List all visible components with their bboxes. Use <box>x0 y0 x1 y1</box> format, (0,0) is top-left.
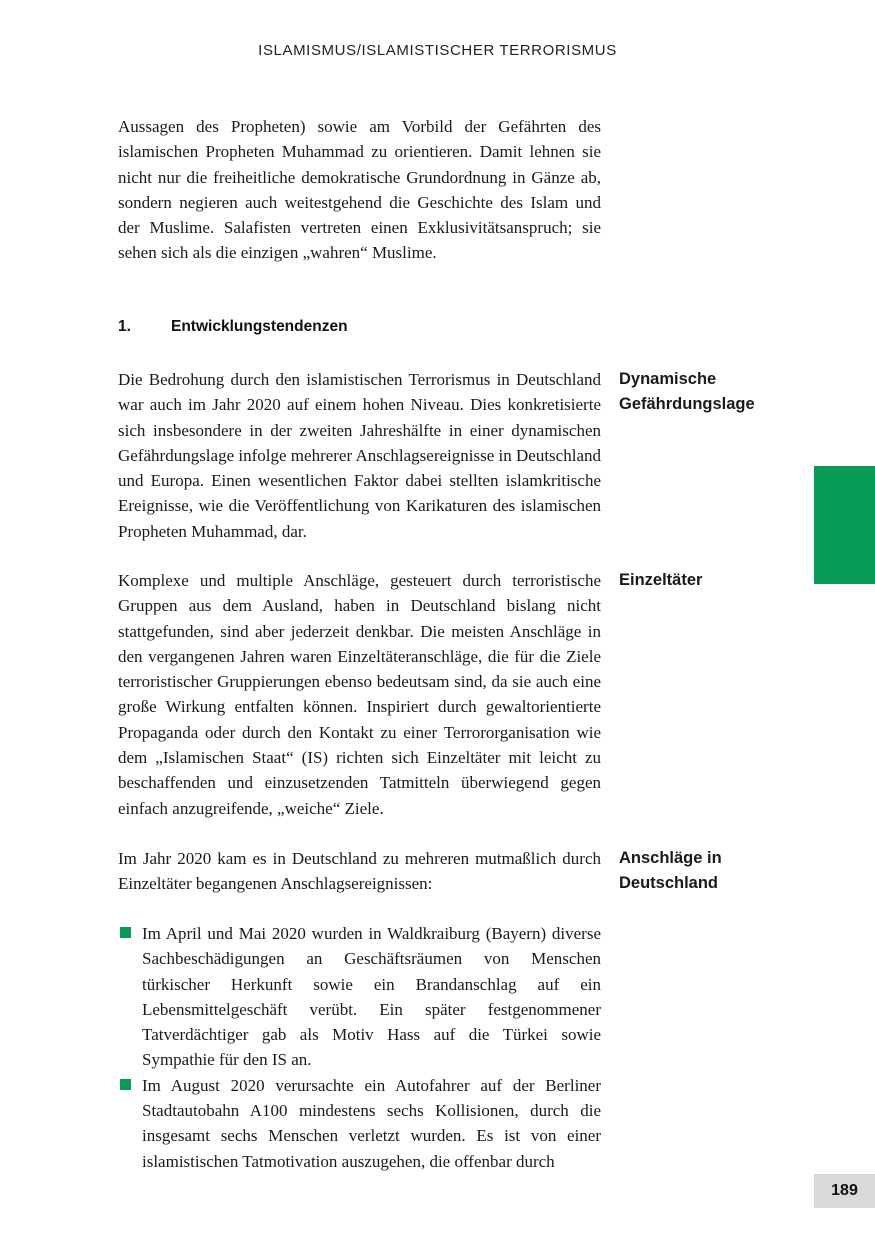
paragraph-attacks-intro: Im Jahr 2020 kam es in Deutschland zu mehreren mutmaßlich durch Einzeltäter begangenen Anschlagsereignissen: <box>118 849 601 894</box>
list-item <box>118 1073 601 1174</box>
square-bullet-icon <box>120 927 131 938</box>
chapter-tab-marker <box>814 466 875 584</box>
paragraph-threat-level: Die Bedrohung durch den islamistischen Terrorismus in Deutschland war auch im Jahr 2020 auf einem hohen Niveau. Dies konkretisierte sich insbesondere in der zweiten Jahreshälfte in einer dynamischen Gefährdungslage infolge mehrerer Anschlagsereignisse in Deutschland und Europa. Einen wesentlichen Faktor dabei stellten islamkritische Ereignisse, wie die Veröffentlichung von Karikaturen des islamischen Propheten Muhammad, dar. <box>118 370 601 541</box>
intro-paragraph: Aussagen des Propheten) sowie am Vorbild der Gefährten des islamischen Propheten Muhammad zu orientieren. Damit lehnen sie nicht nur die freiheitliche demokratische Grundordnung in Gänze ab, sondern negieren auch weitestgehend die Geschichte des Islam und der Muslime. Salafisten vertreten einen Exklusivitätsanspruch; sie sehen sich als die einzigen „wahren“ Muslime. <box>118 117 601 263</box>
section-title: Entwicklungstendenzen <box>171 318 348 335</box>
paragraph-lone-offenders: Komplexe und multiple Anschläge, gesteuert durch terroristische Gruppen aus dem Ausland, haben in Deutschland bislang nicht stattgefunden, sind aber jederzeit denkbar. Die meisten Anschläge in den vergangenen Jahren waren Einzeltäteranschläge, die für die Ziele terroristischer Gruppierungen ebenso bedeutsam sind, da sie auch eine große Wirkung entfalten können. Inspiriert durch gewaltorientierte Propaganda oder durch den Kontakt zu einer Terrororganisation wie dem „Islamischen Staat“ (IS) richten sich Einzeltäter mit leicht zu beschaffenden und einzusetzenden Tatmitteln überwiegend gegen einfach anzugreifende, „weiche“ Ziele. <box>118 571 601 818</box>
section-number: 1. <box>118 318 131 335</box>
running-header: ISLAMISMUS/ISLAMISTISCHER TERRORISMUS <box>258 42 617 59</box>
margin-note-attacks-germany: Anschläge in Deutschland <box>619 849 722 893</box>
list-item-text: Im August 2020 verursachte ein Autofahrer auf der Berliner Stadtautobahn A100 mindestens sechs Kollisionen, durch die insgesamt sechs Menschen verletzt wurden. Es ist von einer islamistischen Tatmotivation auszugehen, die offenbar durch <box>142 1075 601 1171</box>
page-number: 189 <box>814 1174 875 1208</box>
attack-list <box>118 921 601 1174</box>
margin-note-lone-offenders: Einzeltäter <box>619 571 703 589</box>
margin-note-dynamic-threat: Dynamische Gefährdungslage <box>619 370 755 414</box>
list-item <box>118 921 601 1073</box>
section-heading <box>118 318 348 336</box>
list-item-text: Im April und Mai 2020 wurden in Waldkraiburg (Bayern) diverse Sachbeschädigungen an Geschäftsräumen von Menschen türkischer Herkunft sowie ein Brandanschlag auf ein Lebensmittelgeschäft verübt. Ein später festgenommener Tatverdächtiger gab als Motiv Hass auf die Türkei sowie Sympathie für den IS an. <box>142 924 601 1070</box>
square-bullet-icon <box>120 1079 131 1090</box>
